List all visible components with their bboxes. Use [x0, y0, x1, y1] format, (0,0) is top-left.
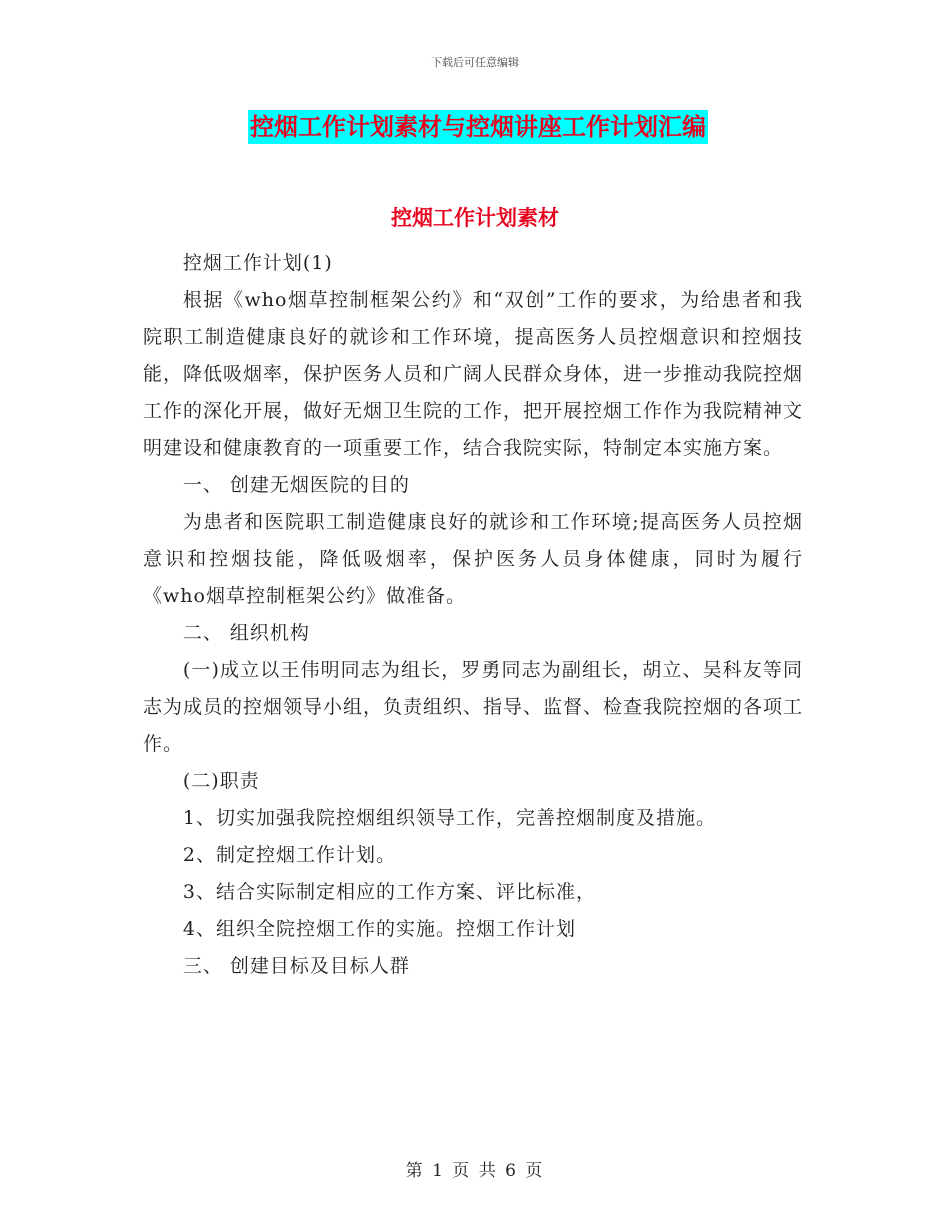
paragraph-purpose: 为患者和医院职工制造健康良好的就诊和工作环境;提高医务人员控烟意识和控烟技能，降低吸烟率，保护医务人员身体健康，同时为履行《who烟草控制框架公约》做准备。: [143, 511, 803, 607]
list-item-duty-1: 1、切实加强我院控烟组织领导工作，完善控烟制度及措施。: [182, 807, 716, 829]
heading-targets: 三、 创建目标及目标人群: [182, 955, 410, 977]
list-item-duty-2: 2、制定控烟工作计划。: [182, 844, 396, 866]
section-title: 控烟工作计划素材: [391, 206, 559, 230]
heading-purpose: 一、 创建无烟医院的目的: [182, 474, 410, 496]
document-body: [143, 245, 803, 985]
document-main-title: 控烟工作计划素材与控烟讲座工作计划汇编: [248, 110, 708, 144]
header-note: 下载后可任意编辑: [431, 56, 519, 69]
list-item-duty-3: 3、结合实际制定相应的工作方案、评比标准，: [182, 881, 596, 903]
heading-duties: (二)职责: [182, 770, 260, 792]
list-item-duty-4: 4、组织全院控烟工作的实施。控烟工作计划: [182, 918, 576, 940]
heading-organization: 二、 组织机构: [182, 622, 310, 644]
page-indicator: 第 1 页 共 6 页: [405, 1161, 545, 1181]
paragraph-intro: 根据《who烟草控制框架公约》和“双创”工作的要求，为给患者和我院职工制造健康良好的就诊和工作环境，提高医务人员控烟意识和控烟技能，降低吸烟率，保护医务人员和广阔人民群众身体，进一步推动我院控烟工作的深化开展，做好无烟卫生院的工作，把开展控烟工作作为我院精神文明建设和健康教育的一项重要工作，结合我院实际，特制定本实施方案。: [143, 289, 804, 459]
paragraph-organization: (一)成立以王伟明同志为组长，罗勇同志为副组长，胡立、吴科友等同志为成员的控烟领导小组，负责组织、指导、监督、检查我院控烟的各项工作。: [143, 659, 804, 755]
paragraph-plan-heading: 控烟工作计划(1): [182, 252, 333, 274]
